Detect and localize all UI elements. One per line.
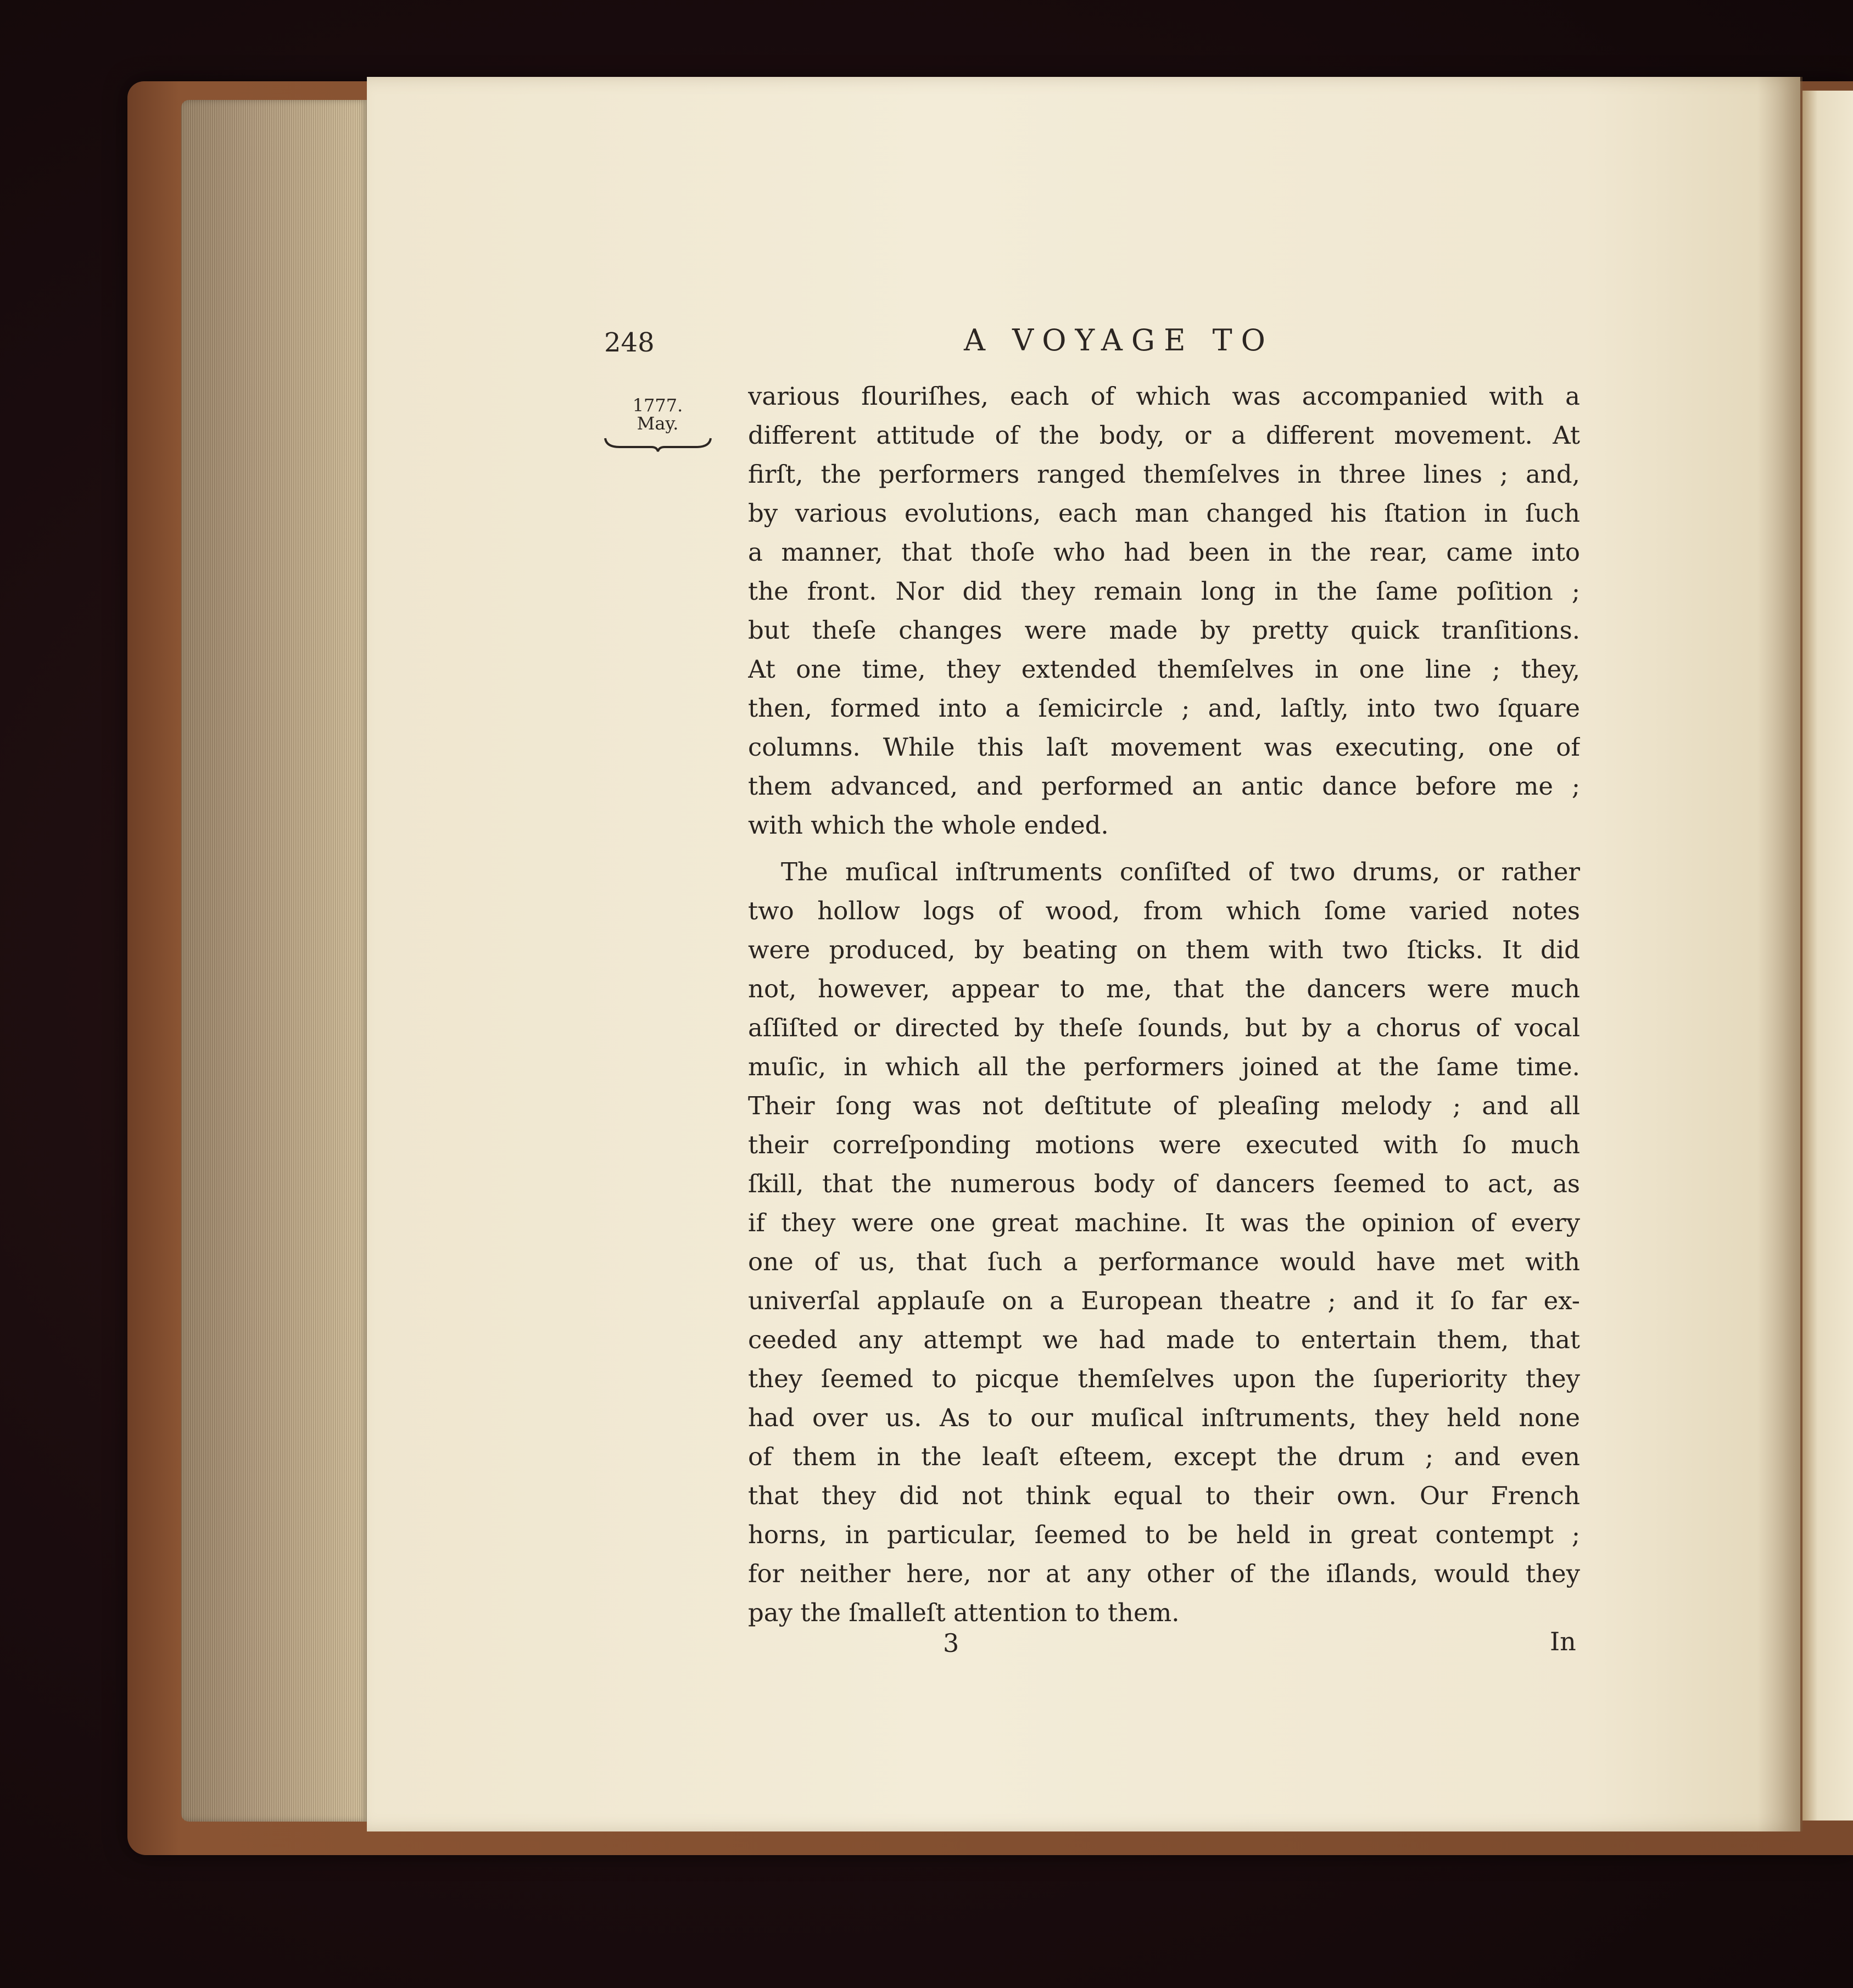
text-line: ſkill, that the numerous body of dancers ſeemed to act, as <box>748 1169 1580 1198</box>
text-line: univerſal applauſe on a European theatre ; and it ſo far ex- <box>748 1286 1580 1315</box>
signature-mark: 3 <box>943 1628 959 1658</box>
text-line: The muſical inſtruments conſiſted of two drums, or rather <box>781 857 1580 886</box>
gutter-shadow <box>1757 77 1802 1831</box>
text-line: then, formed into a ſemicircle ; and, laſtly, into two ſquare <box>748 694 1580 723</box>
text-line: one of us, that ſuch a performance would have met with <box>748 1247 1580 1276</box>
text-line: pay the ſmalleſt attention to them. <box>748 1598 1180 1627</box>
text-line: two hollow logs of wood, from which ſome varied notes <box>748 896 1580 925</box>
text-line: a manner, that thoſe who had been in the rear, came into <box>748 538 1580 567</box>
text-line: ceeded any attempt we had made to entertain them, that <box>748 1325 1580 1354</box>
text-line: by various evolutions, each man changed his ſtation in ſuch <box>748 499 1580 528</box>
text-line: the front. Nor did they remain long in the ſame poſition ; <box>748 577 1580 606</box>
catchword: In <box>1550 1627 1576 1656</box>
text-line: that they did not think equal to their own. Our French <box>748 1481 1580 1510</box>
page-number: 248 <box>604 327 655 358</box>
text-line: firſt, the performers ranged themſelves in three lines ; and, <box>748 460 1580 489</box>
text-line: their correſponding motions were executed with ſo much <box>748 1130 1580 1159</box>
text-line: muſic, in which all the performers joined at the ſame time. <box>748 1052 1580 1081</box>
text-line: if they were one great machine. It was the opinion of every <box>748 1208 1580 1237</box>
text-line: had over us. As to our muſical inſtruments, they held none <box>748 1403 1580 1432</box>
text-line: At one time, they extended themſelves in one line ; they, <box>748 655 1580 684</box>
text-line: aſſiſted or directed by theſe ſounds, but by a chorus of vocal <box>748 1013 1580 1042</box>
body-text <box>748 377 1580 1632</box>
text-line: with which the whole ended. <box>748 811 1109 840</box>
margin-note-month: May. <box>637 413 679 434</box>
text-line: they ſeemed to picque themſelves upon the ſuperiority they <box>748 1364 1580 1393</box>
facing-page-edge <box>1802 91 1853 1821</box>
text-line: were produced, by beating on them with two ſticks. It did <box>748 935 1580 964</box>
paragraph-gap <box>748 845 1580 852</box>
curly-brace-icon <box>603 436 713 453</box>
text-line: not, however, appear to me, that the dancers were much <box>748 974 1580 1003</box>
text-line: various flouriſhes, each of which was accompanied with a <box>748 382 1580 411</box>
text-line: Their ſong was not deſtitute of pleaſing melody ; and all <box>748 1091 1580 1120</box>
text-line: but theſe changes were made by pretty quick tranſitions. <box>748 616 1580 645</box>
running-title: A VOYAGE TO <box>964 323 1274 358</box>
margin-note <box>599 397 717 453</box>
text-line: them advanced, and performed an antic dance before me ; <box>748 772 1580 801</box>
text-line: columns. While this laſt movement was executing, one of <box>748 733 1580 762</box>
text-line: horns, in particular, ſeemed to be held in great contempt ; <box>748 1520 1580 1549</box>
text-line: different attitude of the body, or a different movement. At <box>748 421 1580 450</box>
text-line: for neither here, nor at any other of the iſlands, would they <box>748 1559 1580 1588</box>
page-edges <box>181 100 368 1822</box>
margin-note-year: 1777. <box>632 395 683 416</box>
text-line: of them in the leaſt eſteem, except the drum ; and even <box>748 1442 1580 1471</box>
